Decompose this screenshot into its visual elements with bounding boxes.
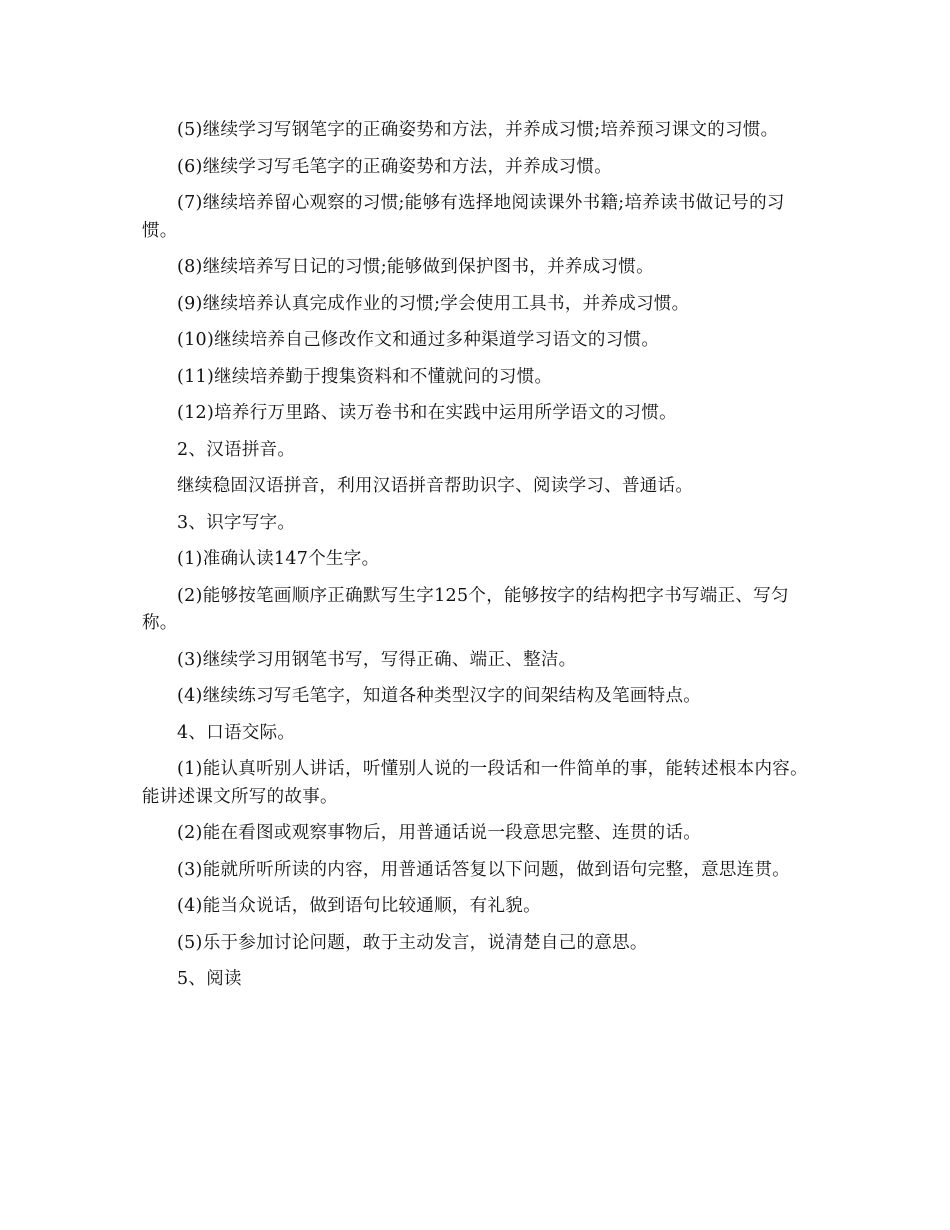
paragraph-habit-8: (8)继续培养写日记的习惯;能够做到保护图书，并养成习惯。 [177,257,654,277]
paragraph-literacy-2: (2)能够按笔画顺序正确默写生字125个，能够按字的结构把字书写端正、写匀称。 [142,585,789,633]
paragraph-habit-12: (12)培养行万里路、读万卷书和在实践中运用所学语文的习惯。 [177,403,677,423]
paragraph-oral-2: (2)能在看图或观察事物后，用普通话说一段意思完整、连贯的话。 [177,823,702,843]
paragraph-literacy-4: (4)继续练习写毛笔字，知道各种类型汉字的间架结构及笔画特点。 [177,686,702,706]
paragraph-oral-5: (5)乐于参加讨论问题，敢于主动发言，说清楚自己的意思。 [177,932,648,953]
paragraph-habit-10: (10)继续培养自己修改作文和通过多种渠道学习语文的习惯。 [177,330,660,350]
paragraph-habit-11: (11)继续培养勤于搜集资料和不懂就问的习惯。 [177,366,553,387]
paragraph-habit-6: (6)继续学习写毛笔字的正确姿势和方法，并养成习惯。 [177,156,613,177]
document-body [142,117,812,1003]
section-heading-pinyin: 2、汉语拼音。 [177,439,296,460]
paragraph-literacy-3: (3)继续学习用钢笔书写，写得正确、端正、整洁。 [177,649,577,670]
paragraph-pinyin: 继续稳固汉语拼音，利用汉语拼音帮助识字、阅读学习、普通话。 [177,476,694,496]
paragraph-literacy-1: (1)准确认读147个生字。 [177,549,380,569]
paragraph-oral-3: (3)能就所听所读的内容，用普通话答复以下问题，做到语句完整，意思连贯。 [177,859,791,880]
paragraph-oral-1: (1)能认真听别人讲话，听懂别人说的一段话和一件简单的事，能转述根本内容。能讲述课文所写的故事。 [142,759,808,807]
paragraph-habit-5: (5)继续学习写钢笔字的正确姿势和方法，并养成习惯;培养预习课文的习惯。 [177,120,779,140]
section-heading-literacy: 3、识字写字。 [177,512,296,533]
section-heading-oral: 4、口语交际。 [177,722,296,743]
section-heading-reading: 5、阅读 [177,969,242,989]
paragraph-habit-9: (9)继续培养认真完成作业的习惯;学会使用工具书，并养成习惯。 [177,293,690,314]
paragraph-oral-4: (4)能当众说话，做到语句比较通顺，有礼貌。 [177,896,541,916]
paragraph-habit-7: (7)继续培养留心观察的习惯;能够有选择地阅读课外书籍;培养读书做记号的习惯。 [142,193,785,241]
